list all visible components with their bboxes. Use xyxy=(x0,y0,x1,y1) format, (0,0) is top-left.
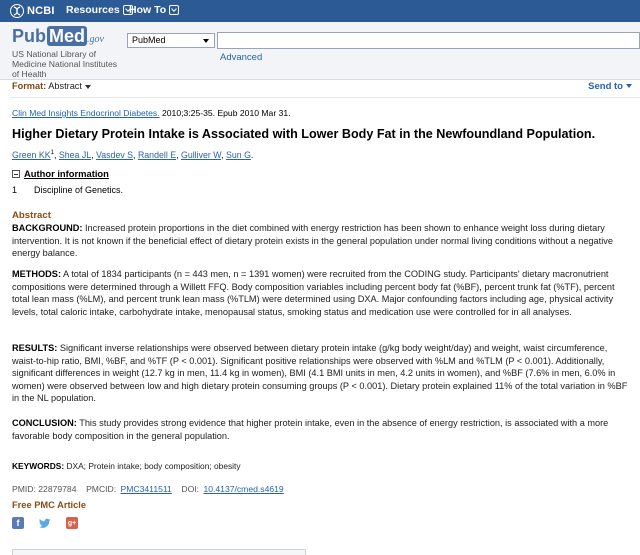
journal-link[interactable]: Clin Med Insights Endocrinol Diabetes. xyxy=(12,108,160,118)
abstract-background xyxy=(12,222,630,260)
section-label: BACKGROUND: xyxy=(12,223,83,233)
dropdown-arrow-icon xyxy=(203,39,209,43)
author-link[interactable]: Shea JL xyxy=(58,150,92,160)
author-link[interactable]: Vasdev S xyxy=(96,150,134,160)
author-link[interactable]: Green KK xyxy=(12,150,51,160)
related-content-strip xyxy=(12,549,306,555)
resources-label: Resources xyxy=(66,4,120,16)
resources-menu[interactable] xyxy=(66,4,133,16)
database-select[interactable] xyxy=(127,33,215,48)
search-header xyxy=(0,22,640,80)
doi-link[interactable]: 10.4137/cmed.s4619 xyxy=(203,484,284,494)
affiliation-number: 1 xyxy=(12,185,18,195)
format-selector[interactable] xyxy=(12,81,91,91)
database-select-value: PubMed xyxy=(132,35,166,45)
send-to-button[interactable] xyxy=(588,81,632,92)
abstract-heading: Abstract xyxy=(12,210,51,221)
article-ids xyxy=(12,484,284,494)
google-plus-icon[interactable]: g+ xyxy=(66,517,78,529)
nlm-line: US National Library of xyxy=(12,49,97,59)
pmid: PMID: 22879784 xyxy=(12,484,77,494)
affiliation-text: Discipline of Genetics. xyxy=(34,185,124,195)
pubmed-logo-med: Med xyxy=(49,26,85,46)
send-to-label: Send to xyxy=(588,81,623,92)
affiliation xyxy=(12,185,123,195)
author-link[interactable]: Randell E xyxy=(137,150,177,160)
keywords-label: KEYWORDS: xyxy=(12,461,65,471)
chevron-down-icon xyxy=(169,5,179,15)
format-label: Format: xyxy=(12,81,47,91)
facebook-icon[interactable]: f xyxy=(12,517,24,529)
dropdown-arrow-icon xyxy=(85,85,91,89)
author-link[interactable]: Sun G xyxy=(225,150,251,160)
howto-menu[interactable] xyxy=(129,4,179,16)
divider xyxy=(10,97,640,98)
twitter-bird-glyph xyxy=(39,518,51,529)
share-buttons xyxy=(12,517,93,529)
pubmed-logo-pub: Pub xyxy=(12,26,46,46)
abstract-results xyxy=(12,342,630,405)
section-label: RESULTS: xyxy=(12,343,58,353)
section-label: CONCLUSION: xyxy=(12,418,77,428)
ncbi-top-bar xyxy=(0,0,640,22)
citation xyxy=(12,108,291,118)
advanced-search-link[interactable]: Advanced xyxy=(220,52,263,63)
author-info-label: Author information xyxy=(24,168,109,179)
twitter-icon[interactable] xyxy=(39,517,51,529)
abstract-conclusion xyxy=(12,417,630,442)
ncbi-logo[interactable] xyxy=(10,3,55,19)
nlm-link[interactable] xyxy=(12,49,132,79)
article-title: Higher Dietary Protein Intake is Associated with Lower Body Fat in the Newfoundland Population. xyxy=(12,127,596,141)
howto-label: How To xyxy=(129,4,167,16)
ncbi-logo-text: NCBI xyxy=(27,5,55,17)
author-info-toggle[interactable] xyxy=(12,168,109,179)
pmcid-label: PMCID: xyxy=(86,484,117,494)
format-bar xyxy=(0,80,640,94)
pubmed-logo[interactable] xyxy=(12,26,104,47)
doi-label: DOI: xyxy=(181,484,200,494)
collapse-icon xyxy=(12,170,20,178)
ncbi-helix-icon xyxy=(10,4,24,18)
section-text: This study provides strong evidence that higher protein intake, even in the absence of energy restriction, is associated with a more favorable body composition in the general population. xyxy=(12,418,609,441)
citation-details: 2010;3:25-35. Epub 2010 Mar 31. xyxy=(159,108,291,118)
author-list: Green $KK^1$, Shea JL, Vasdev S, Randell E, Gulliver W, Sun G. xyxy=(12,150,254,160)
abstract-methods xyxy=(12,268,630,318)
dropdown-arrow-icon xyxy=(626,84,632,88)
format-value: Abstract xyxy=(48,81,82,91)
section-text: Increased protein proportions in the diet combined with energy restriction has been shown to enhance weight loss during dietary intervention. It is not known if the beneficial effect of dietary protein exists in the general population under normal living conditions without a negative energy balance. xyxy=(12,223,613,259)
section-text: Significant inverse relationships were observed between dietary protein intake (g/kg body weight/day) and weight, waist circumference, waist-to-hip ratio, BMI, %BF, and %TF (P < 0.001). Significant positive relationships were observed with %LM and %TLM (P < 0.001). Additionally, significant differences in weight (12.7 kg in men, 11.4 kg in women), BMI (4.1 BMI units in men, 4.2 units in women), and %BF (7.6% in men, 6.0% in women) were observed between low and high dietary protein consuming groups (P < 0.001). Dietary protein explained 11% of the total variation in %BF in the NL population. xyxy=(12,343,628,404)
pmcid-link[interactable]: PMC3411511 xyxy=(120,484,172,494)
section-text: A total of 1834 participants (n = 443 men, n = 1391 women) were recruited from the CODING study. Participants' dietary macronutrient compositions were determined through a Willett FFQ. Body composition variables including percent body fat (%BF), percent trunk fat (%TF), percent total lean mass (%LM), and percent trunk lean mass (%TLM) were determined using DXA. Major confounding factors including age, physical activity levels, total caloric intake, carbohydrate intake, menopausal status, smoking status and medication use were controlled for in all analyses. xyxy=(12,269,615,317)
section-label: METHODS: xyxy=(12,269,61,279)
author-sup: 1 xyxy=(50,150,54,157)
nlm-line: Medicine National Institutes xyxy=(12,59,118,69)
pubmed-logo-gov: .gov xyxy=(87,34,104,45)
keywords-text: DXA; Protein intake; body composition; obesity xyxy=(64,461,241,471)
search-input[interactable] xyxy=(217,32,640,49)
free-pmc-article-link[interactable]: Free PMC Article xyxy=(12,500,87,510)
nlm-line: of Health xyxy=(12,69,47,79)
author-link[interactable]: Gulliver W xyxy=(180,150,222,160)
keywords xyxy=(12,461,241,471)
